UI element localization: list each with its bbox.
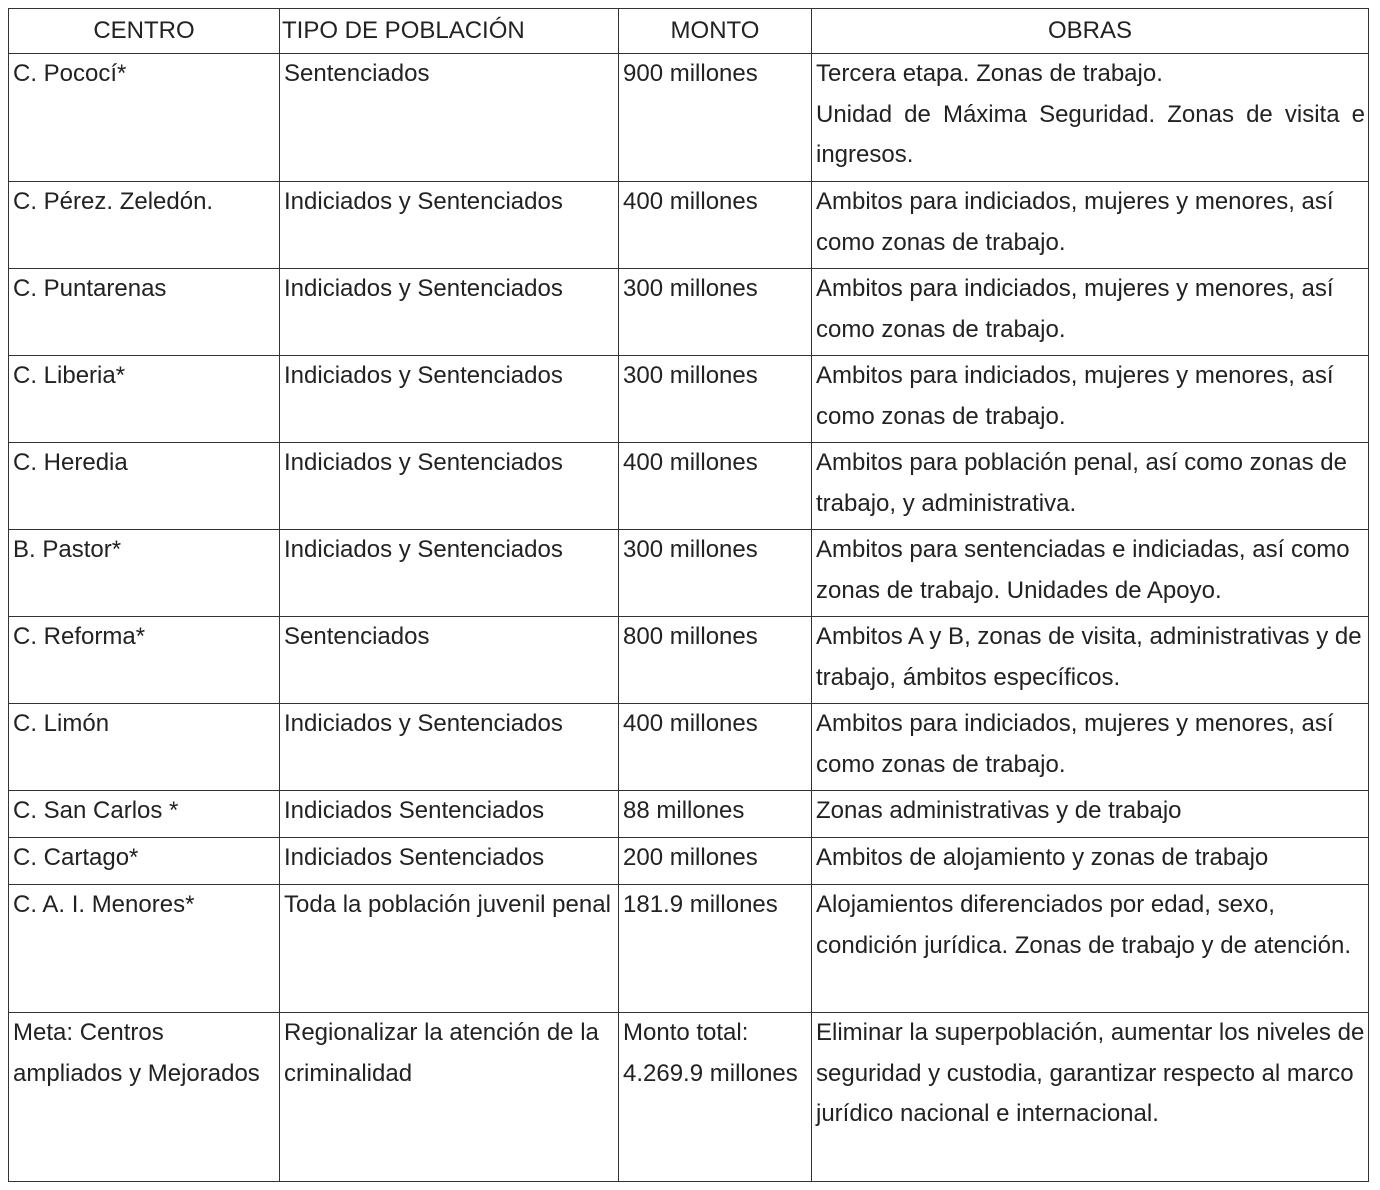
- header-centro: CENTRO: [9, 9, 280, 54]
- header-obras: OBRAS: [812, 9, 1369, 54]
- obras-cell: Ambitos para indiciados, mujeres y menores, así como zonas de trabajo.: [812, 269, 1369, 356]
- tipo-cell: Indiciados y Sentenciados: [280, 269, 619, 356]
- table-row: [9, 54, 1369, 182]
- centro-cell: C. San Carlos *: [9, 791, 280, 838]
- table-row: [9, 704, 1369, 791]
- table-row: [9, 838, 1369, 885]
- header-monto: MONTO: [619, 9, 812, 54]
- monto-cell: 88 millones: [619, 791, 812, 838]
- tipo-cell: Indiciados Sentenciados: [280, 791, 619, 838]
- tipo-cell: Indiciados y Sentenciados: [280, 443, 619, 530]
- meta-centro-cell: Meta: Centros ampliados y Mejorados: [9, 1013, 280, 1182]
- obras-cell: Ambitos para indiciados, mujeres y menores, así como zonas de trabajo.: [812, 182, 1369, 269]
- table-row: [9, 791, 1369, 838]
- centro-cell: C. Puntarenas: [9, 269, 280, 356]
- obras-cell: Ambitos para indiciados, mujeres y menores, así como zonas de trabajo.: [812, 704, 1369, 791]
- table-row: [9, 269, 1369, 356]
- monto-cell: 300 millones: [619, 356, 812, 443]
- centro-cell: C. Pérez. Zeledón.: [9, 182, 280, 269]
- meta-obras-cell: Eliminar la superpoblación, aumentar los niveles de seguridad y custodia, garantizar respecto al marco jurídico nacional e internacional.: [812, 1013, 1369, 1182]
- monto-cell: 900 millones: [619, 54, 812, 182]
- meta-tipo-cell: Regionalizar la atención de la criminalidad: [280, 1013, 619, 1182]
- centro-cell: C. Reforma*: [9, 617, 280, 704]
- obras-line: Unidad de Máxima Seguridad. Zonas de visita e ingresos.: [816, 100, 1365, 168]
- obras-table: [8, 8, 1369, 1182]
- monto-cell: 400 millones: [619, 182, 812, 269]
- monto-cell: 300 millones: [619, 530, 812, 617]
- obras-cell: Ambitos de alojamiento y zonas de trabajo: [812, 838, 1369, 885]
- monto-cell: 300 millones: [619, 269, 812, 356]
- table-row: [9, 885, 1369, 1013]
- centro-cell: B. Pastor*: [9, 530, 280, 617]
- header-row: [9, 9, 1369, 54]
- tipo-cell: Indiciados y Sentenciados: [280, 704, 619, 791]
- obras-cell: Ambitos A y B, zonas de visita, administrativas y de trabajo, ámbitos específicos.: [812, 617, 1369, 704]
- obras-cell: Alojamientos diferenciados por edad, sexo, condición jurídica. Zonas de trabajo y de atención.: [812, 885, 1369, 1013]
- obras-cell: Ambitos para indiciados, mujeres y menores, así como zonas de trabajo.: [812, 356, 1369, 443]
- tipo-cell: Sentenciados: [280, 617, 619, 704]
- table-row: [9, 443, 1369, 530]
- centro-cell: C. Liberia*: [9, 356, 280, 443]
- monto-cell: 400 millones: [619, 704, 812, 791]
- table-row: [9, 530, 1369, 617]
- tipo-cell: Toda la población juvenil penal: [280, 885, 619, 1013]
- monto-cell: 800 millones: [619, 617, 812, 704]
- table-row: [9, 617, 1369, 704]
- header-tipo: TIPO DE POBLACIÓN: [280, 9, 619, 54]
- obras-cell: [812, 54, 1369, 182]
- tipo-cell: Indiciados y Sentenciados: [280, 182, 619, 269]
- obras-cell: Ambitos para sentenciadas e indiciadas, así como zonas de trabajo. Unidades de Apoyo.: [812, 530, 1369, 617]
- tipo-cell: Indiciados Sentenciados: [280, 838, 619, 885]
- obras-cell: Ambitos para población penal, así como zonas de trabajo, y administrativa.: [812, 443, 1369, 530]
- tipo-cell: Indiciados y Sentenciados: [280, 530, 619, 617]
- obras-line: Tercera etapa. Zonas de trabajo.: [816, 60, 1163, 87]
- meta-row: [9, 1013, 1369, 1182]
- centro-cell: C. Heredia: [9, 443, 280, 530]
- monto-cell: 200 millones: [619, 838, 812, 885]
- monto-cell: 400 millones: [619, 443, 812, 530]
- centro-cell: C. A. I. Menores*: [9, 885, 280, 1013]
- obras-cell: Zonas administrativas y de trabajo: [812, 791, 1369, 838]
- table-row: [9, 356, 1369, 443]
- meta-monto-cell: Monto total: 4.269.9 millones: [619, 1013, 812, 1182]
- table-row: [9, 182, 1369, 269]
- centro-cell: C. Limón: [9, 704, 280, 791]
- centro-cell: C. Pococí*: [9, 54, 280, 182]
- tipo-cell: Sentenciados: [280, 54, 619, 182]
- monto-cell: 181.9 millones: [619, 885, 812, 1013]
- centro-cell: C. Cartago*: [9, 838, 280, 885]
- tipo-cell: Indiciados y Sentenciados: [280, 356, 619, 443]
